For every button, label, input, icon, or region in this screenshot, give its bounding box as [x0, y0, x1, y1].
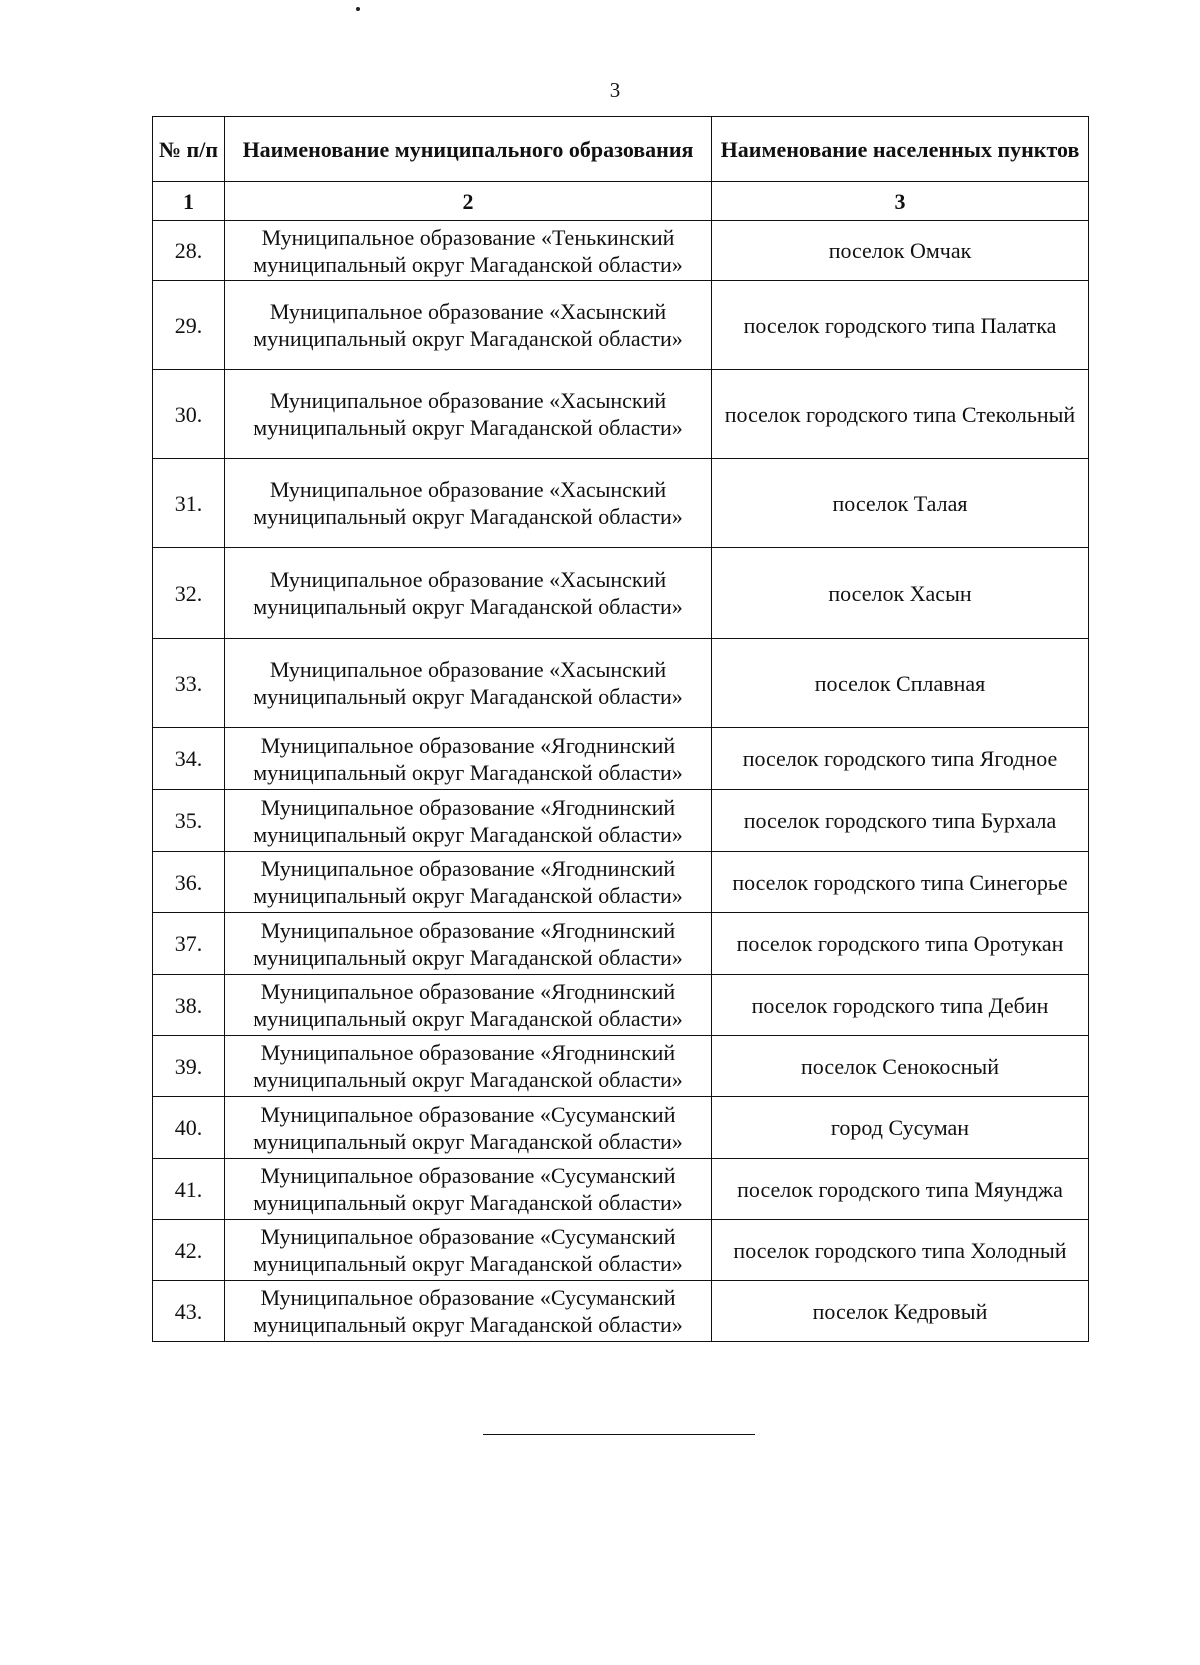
row-municipality: Муниципальное образование «Сусуманский муниципальный округ Магаданской области»	[225, 1159, 712, 1220]
row-settlement: поселок Омчак	[712, 221, 1089, 281]
row-municipality: Муниципальное образование «Ягоднинский муниципальный округ Магаданской области»	[225, 790, 712, 852]
table-row	[153, 370, 1089, 459]
row-number: 35.	[153, 790, 225, 852]
row-municipality: Муниципальное образование «Ягоднинский муниципальный округ Магаданской области»	[225, 913, 712, 975]
table-row	[153, 1036, 1089, 1097]
row-number: 36.	[153, 852, 225, 913]
row-number: 28.	[153, 221, 225, 281]
column-number-row	[153, 182, 1089, 221]
table-row	[153, 1097, 1089, 1159]
row-number: 38.	[153, 975, 225, 1036]
table-row	[153, 913, 1089, 975]
row-settlement: поселок Хасын	[712, 548, 1089, 639]
row-number: 33.	[153, 639, 225, 728]
row-number: 30.	[153, 370, 225, 459]
table-row	[153, 548, 1089, 639]
header-settlements: Наименование населенных пунктов	[712, 117, 1089, 182]
row-municipality: Муниципальное образование «Ягоднинский муниципальный округ Магаданской области»	[225, 1036, 712, 1097]
row-municipality: Муниципальное образование «Ягоднинский муниципальный округ Магаданской области»	[225, 975, 712, 1036]
row-settlement: поселок городского типа Палатка	[712, 281, 1089, 370]
table-row	[153, 975, 1089, 1036]
row-settlement: поселок городского типа Мяунджа	[712, 1159, 1089, 1220]
row-municipality: Муниципальное образование «Хасынский муниципальный округ Магаданской области»	[225, 281, 712, 370]
row-settlement: поселок городского типа Бурхала	[712, 790, 1089, 852]
row-municipality: Муниципальное образование «Ягоднинский муниципальный округ Магаданской области»	[225, 852, 712, 913]
header-municipality: Наименование муниципального образования	[225, 117, 712, 182]
scan-dot	[356, 7, 360, 11]
column-number-3: 3	[712, 182, 1089, 221]
table-row	[153, 1281, 1089, 1342]
table-row	[153, 852, 1089, 913]
row-settlement: город Сусуман	[712, 1097, 1089, 1159]
row-number: 42.	[153, 1220, 225, 1281]
row-settlement: поселок городского типа Оротукан	[712, 913, 1089, 975]
row-municipality: Муниципальное образование «Хасынский муниципальный округ Магаданской области»	[225, 459, 712, 548]
table-header-row	[153, 117, 1089, 182]
row-number: 29.	[153, 281, 225, 370]
table-row	[153, 281, 1089, 370]
header-num: № п/п	[153, 117, 225, 182]
row-number: 37.	[153, 913, 225, 975]
row-settlement: поселок Талая	[712, 459, 1089, 548]
row-number: 32.	[153, 548, 225, 639]
row-settlement: поселок городского типа Стекольный	[712, 370, 1089, 459]
page-number: 3	[609, 78, 621, 102]
row-number: 31.	[153, 459, 225, 548]
row-municipality: Муниципальное образование «Сусуманский муниципальный округ Магаданской области»	[225, 1220, 712, 1281]
table-row	[153, 639, 1089, 728]
row-municipality: Муниципальное образование «Сусуманский муниципальный округ Магаданской области»	[225, 1097, 712, 1159]
row-number: 40.	[153, 1097, 225, 1159]
table-row	[153, 1220, 1089, 1281]
table-body	[153, 221, 1089, 1342]
table-row	[153, 221, 1089, 281]
table-row	[153, 728, 1089, 790]
row-number: 41.	[153, 1159, 225, 1220]
row-settlement: поселок Сплавная	[712, 639, 1089, 728]
column-number-2: 2	[225, 182, 712, 221]
column-number-1: 1	[153, 182, 225, 221]
row-settlement: поселок городского типа Холодный	[712, 1220, 1089, 1281]
row-number: 39.	[153, 1036, 225, 1097]
row-settlement: поселок городского типа Дебин	[712, 975, 1089, 1036]
separator-line	[483, 1434, 755, 1435]
row-settlement: поселок городского типа Ягодное	[712, 728, 1089, 790]
row-municipality: Муниципальное образование «Тенькинский муниципальный округ Магаданской области»	[225, 221, 712, 281]
row-municipality: Муниципальное образование «Сусуманский муниципальный округ Магаданской области»	[225, 1281, 712, 1342]
table-row	[153, 790, 1089, 852]
settlements-table	[152, 116, 1089, 1342]
row-municipality: Муниципальное образование «Хасынский муниципальный округ Магаданской области»	[225, 548, 712, 639]
row-municipality: Муниципальное образование «Ягоднинский муниципальный округ Магаданской области»	[225, 728, 712, 790]
row-settlement: поселок городского типа Синегорье	[712, 852, 1089, 913]
row-settlement: поселок Кедровый	[712, 1281, 1089, 1342]
row-number: 43.	[153, 1281, 225, 1342]
table-row	[153, 459, 1089, 548]
table-row	[153, 1159, 1089, 1220]
row-municipality: Муниципальное образование «Хасынский муниципальный округ Магаданской области»	[225, 370, 712, 459]
row-number: 34.	[153, 728, 225, 790]
row-settlement: поселок Сенокосный	[712, 1036, 1089, 1097]
row-municipality: Муниципальное образование «Хасынский муниципальный округ Магаданской области»	[225, 639, 712, 728]
